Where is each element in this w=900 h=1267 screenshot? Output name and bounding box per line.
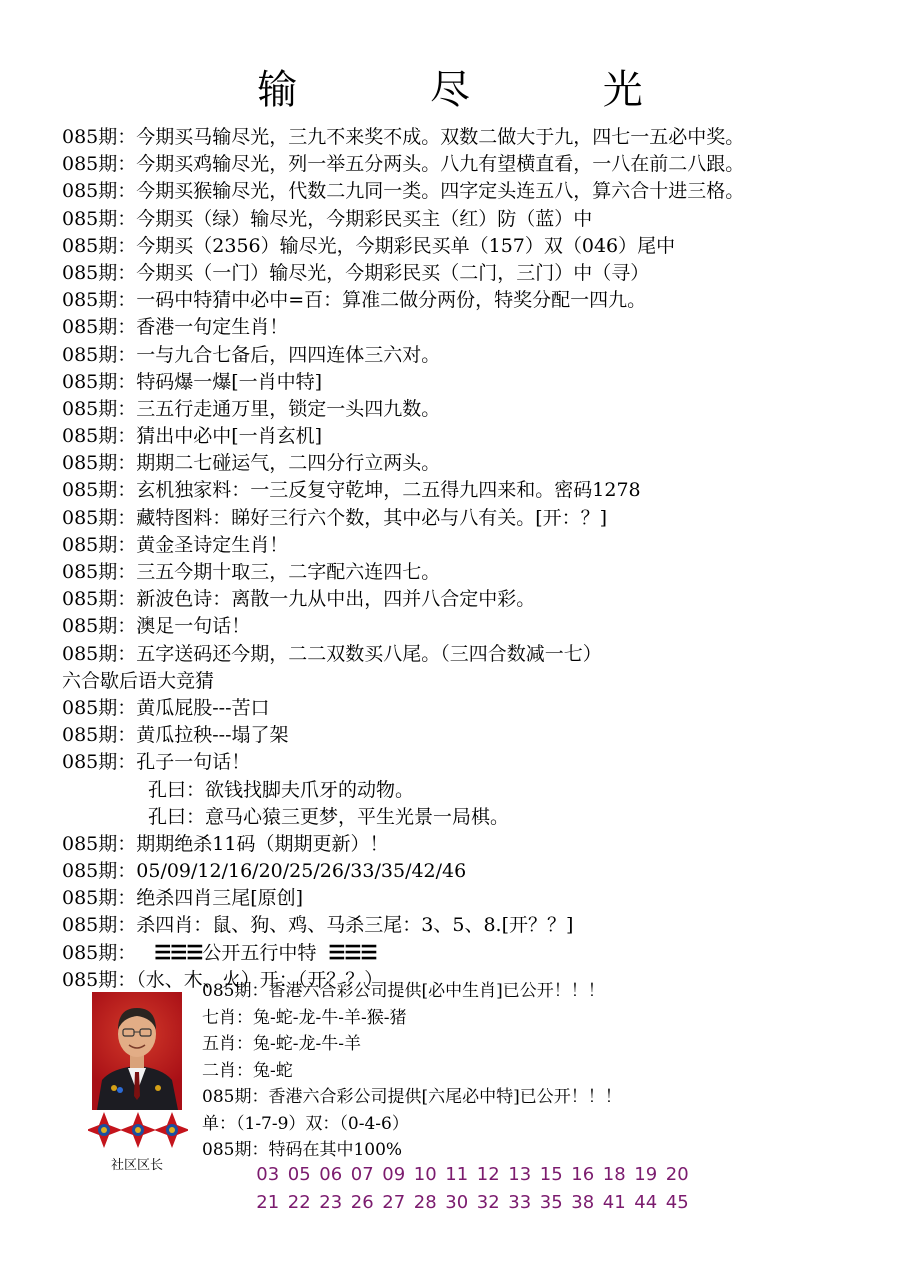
info-line: 085期：香港六合彩公司提供[六尾必中特]已公开！！！ — [202, 1087, 622, 1107]
number-cell: 13 — [508, 1164, 532, 1185]
wuxing-line — [62, 940, 882, 967]
numbers-row-2 — [252, 1192, 712, 1213]
number-cell: 06 — [319, 1164, 343, 1185]
text-line: 085期：一与九合七备后，四四连体三六对。 — [62, 343, 441, 366]
number-cell: 05 — [287, 1164, 311, 1185]
wuxing-prefix: 085期： — [62, 941, 137, 964]
info-line: 二肖：兔-蛇 — [202, 1060, 293, 1081]
text-line: 085期：特码爆一爆[一肖中特] — [62, 370, 323, 393]
text-line: 085期：期期绝杀11码（期期更新）！ — [62, 832, 389, 855]
text-line: 085期：黄瓜拉秧---塌了架 — [62, 724, 289, 747]
portrait-caption: 社区区长 — [110, 1158, 163, 1173]
number-cell: 22 — [287, 1192, 311, 1213]
text-line: 085期：杀四肖：鼠、狗、鸡、马杀三尾：3、5、8.[开？？] — [62, 914, 574, 937]
text-line: 085期：三五今期十取三，二字配六连四七。 — [62, 561, 441, 583]
text-line: 085期：玄机独家料：一三反复守乾坤，二五得九四来和。密码1278 — [62, 479, 641, 502]
number-cell: 38 — [571, 1192, 595, 1213]
number-cell: 10 — [413, 1164, 437, 1185]
number-cell: 16 — [571, 1164, 595, 1185]
info-line: 七肖：兔-蛇-龙-牛-羊-猴-猪 — [202, 1007, 407, 1028]
kongzi-line: 孔曰：意马心猿三更梦，平生光景一局棋。 — [148, 805, 510, 828]
text-line: 085期：今期买（2356）输尽光，今期彩民买单（157）双（046）尾中 — [62, 234, 676, 257]
number-cell: 19 — [634, 1164, 658, 1185]
number-cell: 26 — [350, 1192, 374, 1213]
number-cell: 35 — [539, 1192, 563, 1213]
number-cell: 45 — [665, 1192, 689, 1213]
numbers-row-1 — [252, 1164, 712, 1185]
text-line: 085期：05/09/12/16/20/25/26/33/35/42/46 — [62, 860, 467, 883]
number-cell: 32 — [476, 1192, 500, 1213]
number-cell: 27 — [382, 1192, 406, 1213]
number-cell: 23 — [319, 1192, 343, 1213]
text-line: 085期：澳足一句话！ — [62, 615, 251, 638]
text-line: 085期：黄金圣诗定生肖！ — [62, 533, 289, 556]
text-line: 085期：绝杀四肖三尾[原创] — [62, 887, 304, 910]
text-line: 085期：今期买鸡输尽光，列一举五分两头。八九有望横直看，一八在前二八跟。 — [62, 153, 745, 176]
text-line: 085期：孔子一句话！ — [62, 751, 251, 774]
page-title: 输 尽 光 — [257, 67, 703, 113]
number-cell: 41 — [602, 1192, 626, 1213]
trigram-icon: ☰☰☰ — [328, 941, 377, 964]
main-text-block — [62, 124, 882, 994]
number-cell: 09 — [382, 1164, 406, 1185]
medal-icons — [88, 1108, 188, 1152]
text-line: 085期：三五行走通万里，锁定一头四九数。 — [62, 397, 441, 420]
number-cell: 30 — [445, 1192, 469, 1213]
number-cell: 18 — [602, 1164, 626, 1185]
number-cell: 33 — [508, 1192, 532, 1213]
number-cell: 15 — [539, 1164, 563, 1185]
text-line: 085期：猜出中必中[一肖玄机] — [62, 425, 323, 448]
text-line: 085期：期期二七碰运气，二四分行立两头。 — [62, 452, 441, 475]
text-line: 085期：今期买（绿）输尽光，今期彩民买主（红）防（蓝）中 — [62, 207, 593, 230]
number-cell: 44 — [634, 1192, 658, 1213]
kongzi-line: 孔曰：欲钱找脚夫爪牙的动物。 — [148, 778, 415, 801]
text-line: 六合歇后语大竞猜 — [62, 669, 215, 692]
number-cell: 11 — [445, 1164, 469, 1185]
info-line: 085期：特码在其中100% — [202, 1140, 403, 1160]
portrait-photo — [92, 992, 182, 1110]
number-cell: 21 — [256, 1192, 280, 1213]
info-block — [202, 978, 882, 1164]
wuxing-answer: 085期：（水、木、火）开：（开？？） — [62, 968, 384, 991]
text-line: 085期：今期买马输尽光，三九不来奖不成。双数二做大于九，四七一五必中奖。 — [62, 126, 745, 148]
trigram-icon: ☰☰☰ — [154, 941, 203, 964]
info-line: 085期：香港六合彩公司提供[必中生肖]已公开！！！ — [202, 981, 605, 1001]
text-line: 085期：一码中特猜中必中=百：算准二做分两份，特奖分配一四九。 — [62, 289, 647, 312]
wuxing-text: 公开五行中特 — [202, 941, 317, 964]
text-line: 085期：藏特图料：睇好三行六个数，其中必与八有关。[开：？] — [62, 506, 608, 529]
number-cell: 03 — [256, 1164, 280, 1185]
text-line: 085期：今期买（一门）输尽光，今期彩民买（二门，三门）中（寻） — [62, 261, 650, 284]
number-cell: 20 — [665, 1164, 689, 1185]
text-line: 085期：今期买猴输尽光，代数二九同一类。四字定头连五八，算六合十进三格。 — [62, 180, 745, 203]
text-line: 085期：五字送码还今期，二二双数买八尾。（三四合数减一七） — [62, 642, 602, 665]
info-line: 五肖：兔-蛇-龙-牛-羊 — [202, 1034, 361, 1054]
info-line: 单：（1-7-9）双：（0-4-6） — [202, 1113, 409, 1134]
text-line: 085期：新波色诗：离散一九从中出，四并八合定中彩。 — [62, 588, 536, 611]
text-line: 085期：黄瓜屁股---苦口 — [62, 696, 270, 719]
text-line: 085期：香港一句定生肖！ — [62, 316, 289, 339]
number-cell: 28 — [413, 1192, 437, 1213]
number-cell: 07 — [350, 1164, 374, 1185]
number-cell: 12 — [476, 1164, 500, 1185]
